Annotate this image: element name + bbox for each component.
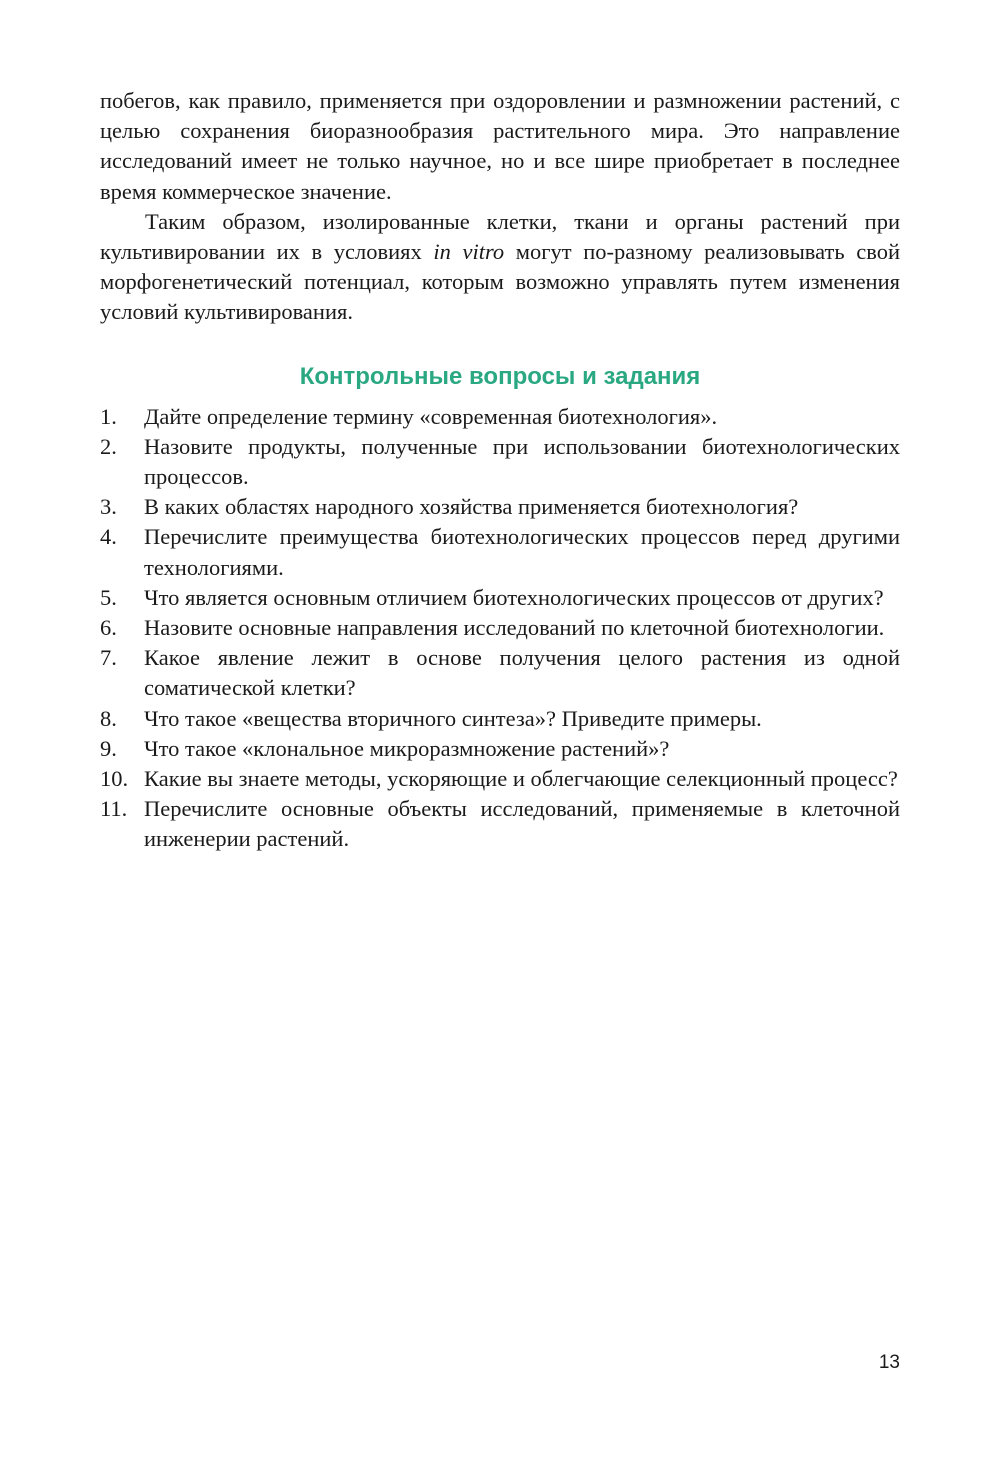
question-item-9 [100, 734, 900, 764]
question-item-10 [100, 764, 900, 794]
questions-list [100, 402, 900, 855]
question-item-5 [100, 583, 900, 613]
question-item-8 [100, 704, 900, 734]
body-paragraph-2 [100, 207, 900, 328]
question-number: 11. [100, 796, 128, 822]
question-item-7 [100, 643, 900, 703]
question-text: Назовите основные направления исследований по клеточной биотехнологии. [144, 615, 885, 641]
question-item-4 [100, 522, 900, 582]
question-text: Дайте определение термину «современная биотехнология». [144, 403, 718, 429]
question-text: Какое явление лежит в основе получения целого растения из одной соматической клетки? [144, 645, 900, 701]
question-number: 10. [100, 766, 129, 792]
question-text: Какие вы знаете методы, ускоряющие и облегчающие селекционный процесс? [144, 766, 898, 792]
page-content [100, 86, 900, 855]
question-text: Что такое «вещества вторичного синтеза»? Приведите примеры. [144, 705, 762, 731]
question-text: Что является основным отличием биотехнологических процессов от других? [144, 584, 884, 610]
body-paragraph-2-start: Таким образом, изолированные клетки, ткани и органы растений при культивировании их в условиях [100, 208, 900, 265]
question-item-2 [100, 432, 900, 492]
question-text: В каких областях народного хозяйства применяется биотехнология? [144, 494, 799, 520]
question-text: Перечислите преимущества биотехнологических процессов перед другими технологиями. [144, 524, 900, 580]
question-item-1 [100, 402, 900, 432]
question-number: 1. [100, 403, 117, 429]
question-number: 7. [100, 645, 117, 671]
question-number: 3. [100, 494, 117, 520]
body-paragraph-1: побегов, как правило, применяется при оздоровлении и размножении растений, с целью сохранения биоразнообразия растительного мира. Это направление исследований имеет не только научное, но и все шире приобретает в последнее время коммерческое значение. [100, 88, 900, 204]
body-paragraph-2-italic: in vitro [433, 239, 505, 265]
question-text: Что такое «клональное микроразмножение растений»? [144, 735, 670, 761]
question-number: 8. [100, 705, 117, 731]
question-number: 9. [100, 735, 117, 761]
page-number: 13 [878, 1352, 900, 1373]
question-text: Перечислите основные объекты исследований, применяемые в клеточной инженерии растений. [144, 796, 900, 852]
question-text: Назовите продукты, полученные при использовании биотехнологических процессов. [144, 433, 900, 490]
question-item-6 [100, 613, 900, 643]
question-number: 6. [100, 615, 117, 641]
question-number: 2. [100, 433, 117, 459]
question-item-11 [100, 794, 900, 854]
question-number: 4. [100, 524, 117, 550]
question-number: 5. [100, 584, 117, 610]
body-paragraph-2-end: могут по-разному реализовывать свой морфогенетический потенциал, которым возможно управлять путем изменения условий культивирования. [100, 239, 901, 325]
question-item-3 [100, 492, 900, 522]
section-heading: Контрольные вопросы и задания [299, 362, 701, 390]
